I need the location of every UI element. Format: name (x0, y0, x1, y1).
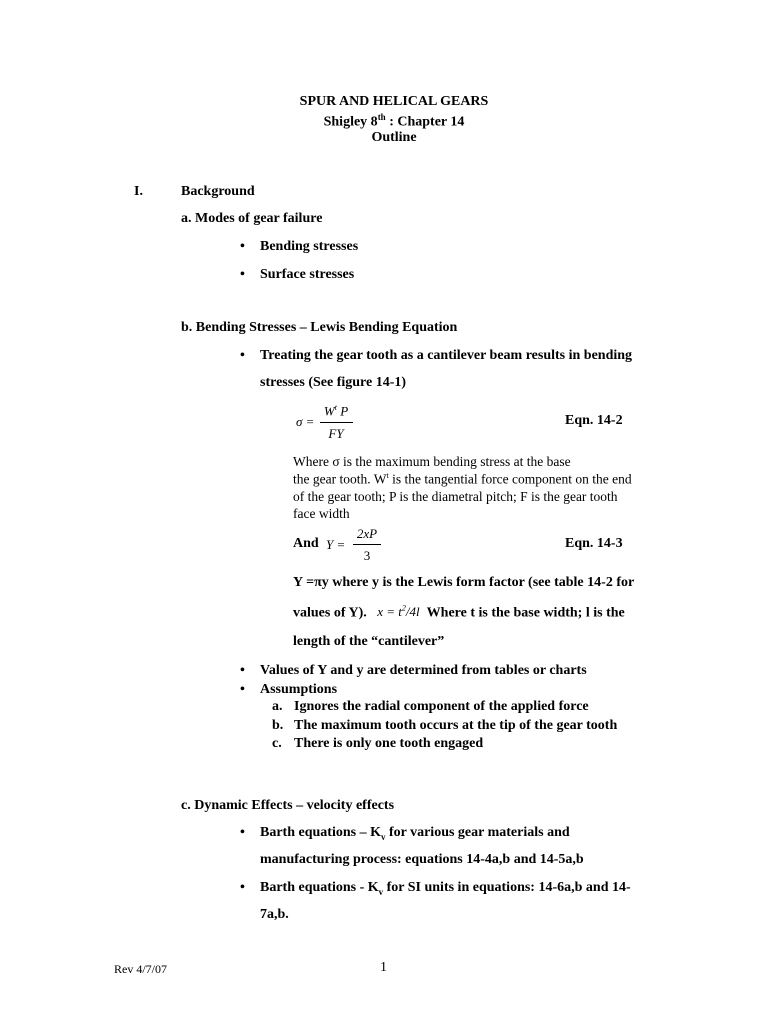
section-title: Background (181, 184, 255, 199)
bullet-assumptions: Assumptions (260, 682, 338, 697)
assumption-c-text: There is only one tooth engaged (294, 736, 484, 751)
subtitle-main: Shigley 8 (323, 114, 378, 130)
barth2-post: for SI units in equations: 14-6a,b and 14- (383, 880, 631, 895)
eq1-num-sup: t (334, 403, 337, 412)
barth1-post: for various gear materials and (385, 825, 570, 840)
bullet-surface-stresses: Surface stresses (260, 267, 355, 282)
document-title: SPUR AND HELICAL GEARS (299, 94, 489, 109)
lewis-formula (377, 604, 419, 619)
bullet-cantilever-line1: Treating the gear tooth as a cantilever beam results in bending (260, 348, 633, 363)
eq1-lhs: σ = (296, 414, 315, 429)
bullet-icon: • (240, 348, 245, 363)
desc2-pre: the gear tooth. W (293, 471, 387, 487)
bullet-cantilever-line2: stresses (See figure 14-1) (260, 375, 407, 390)
bullet-barth-1-line2: manufacturing process: equations 14-4a,b and 14-5a,b (260, 852, 584, 867)
bullet-icon: • (240, 682, 245, 697)
eq1-tag: Eqn. 14-2 (565, 413, 623, 428)
bullet-icon: • (240, 267, 245, 282)
footer-revision: Rev 4/7/07 (114, 962, 167, 976)
desc2-post: is the tangential force component on the end (388, 471, 632, 487)
bullet-barth-2-line2: 7a,b. (260, 907, 289, 922)
eq1-desc-line1: Where σ is the maximum bending stress at the base (293, 454, 571, 469)
eq1-desc-line3: of the gear tooth; P is the diametral pitch; F is the gear tooth (293, 489, 618, 504)
eq2-tag: Eqn. 14-3 (565, 536, 623, 551)
eq1-numerator (316, 403, 356, 419)
bullet-barth-1-line1 (260, 825, 570, 842)
eq1-fraction-bar (320, 422, 353, 423)
assumption-a-text: Ignores the radial component of the applied force (294, 699, 589, 714)
lewis-line1: Y =πy where y is the Lewis form factor (see table 14-2 for (293, 575, 635, 590)
document-subtitle (0, 112, 768, 131)
lewis-line2-pre: values of Y). (293, 605, 367, 621)
formula-sup: 2 (401, 604, 406, 613)
subsection-c-label: c. Dynamic Effects – velocity effects (181, 798, 395, 813)
barth1-pre: Barth equations – K (260, 825, 381, 840)
eq1-num-main: W (323, 403, 335, 419)
barth1-sub: v (380, 831, 386, 842)
eq1-num-rest: P (336, 403, 349, 419)
formula-post: /4l (405, 604, 420, 620)
bullet-bending-stresses: Bending stresses (260, 239, 359, 254)
eq2-fraction-bar (353, 544, 381, 545)
eq2-lhs: Y = (326, 537, 346, 552)
eq1-desc-line2 (293, 471, 632, 488)
subsection-a-label: a. Modes of gear failure (181, 211, 323, 226)
subsection-b-label: b. Bending Stresses – Lewis Bending Equation (181, 320, 458, 335)
eq2-and: And (293, 536, 319, 551)
eq2-numerator: 2xP (356, 526, 378, 541)
bullet-values-y: Values of Y and y are determined from tables or charts (260, 663, 587, 678)
bullet-icon: • (240, 825, 245, 840)
assumption-b-label: b. (272, 718, 284, 733)
lewis-line2 (293, 604, 625, 621)
assumption-c-label: c. (272, 736, 282, 751)
eq1-denominator: FY (328, 426, 344, 441)
barth2-pre: Barth equations - K (260, 880, 379, 895)
document-outline-label: Outline (371, 130, 417, 145)
footer-page-number: 1 (380, 960, 387, 975)
barth2-sub: v (378, 886, 384, 897)
lewis-line3: length of the “cantilever” (293, 634, 445, 649)
desc2-sup: t (386, 471, 389, 480)
bullet-barth-2-line1 (260, 880, 631, 897)
formula-pre: x = t (377, 604, 402, 620)
bullet-icon: • (240, 239, 245, 254)
subtitle-sup: th (377, 112, 386, 122)
section-numeral: I. (134, 184, 143, 199)
bullet-icon: • (240, 663, 245, 678)
lewis-line2-post: Where t is the base width; l is the (426, 605, 625, 621)
bullet-icon: • (240, 880, 245, 895)
assumption-b-text: The maximum tooth occurs at the tip of the gear tooth (294, 718, 618, 733)
eq2-denominator: 3 (363, 548, 371, 563)
subtitle-rest: : Chapter 14 (385, 114, 465, 130)
assumption-a-label: a. (272, 699, 283, 714)
eq1-desc-line4: face width (293, 506, 350, 521)
